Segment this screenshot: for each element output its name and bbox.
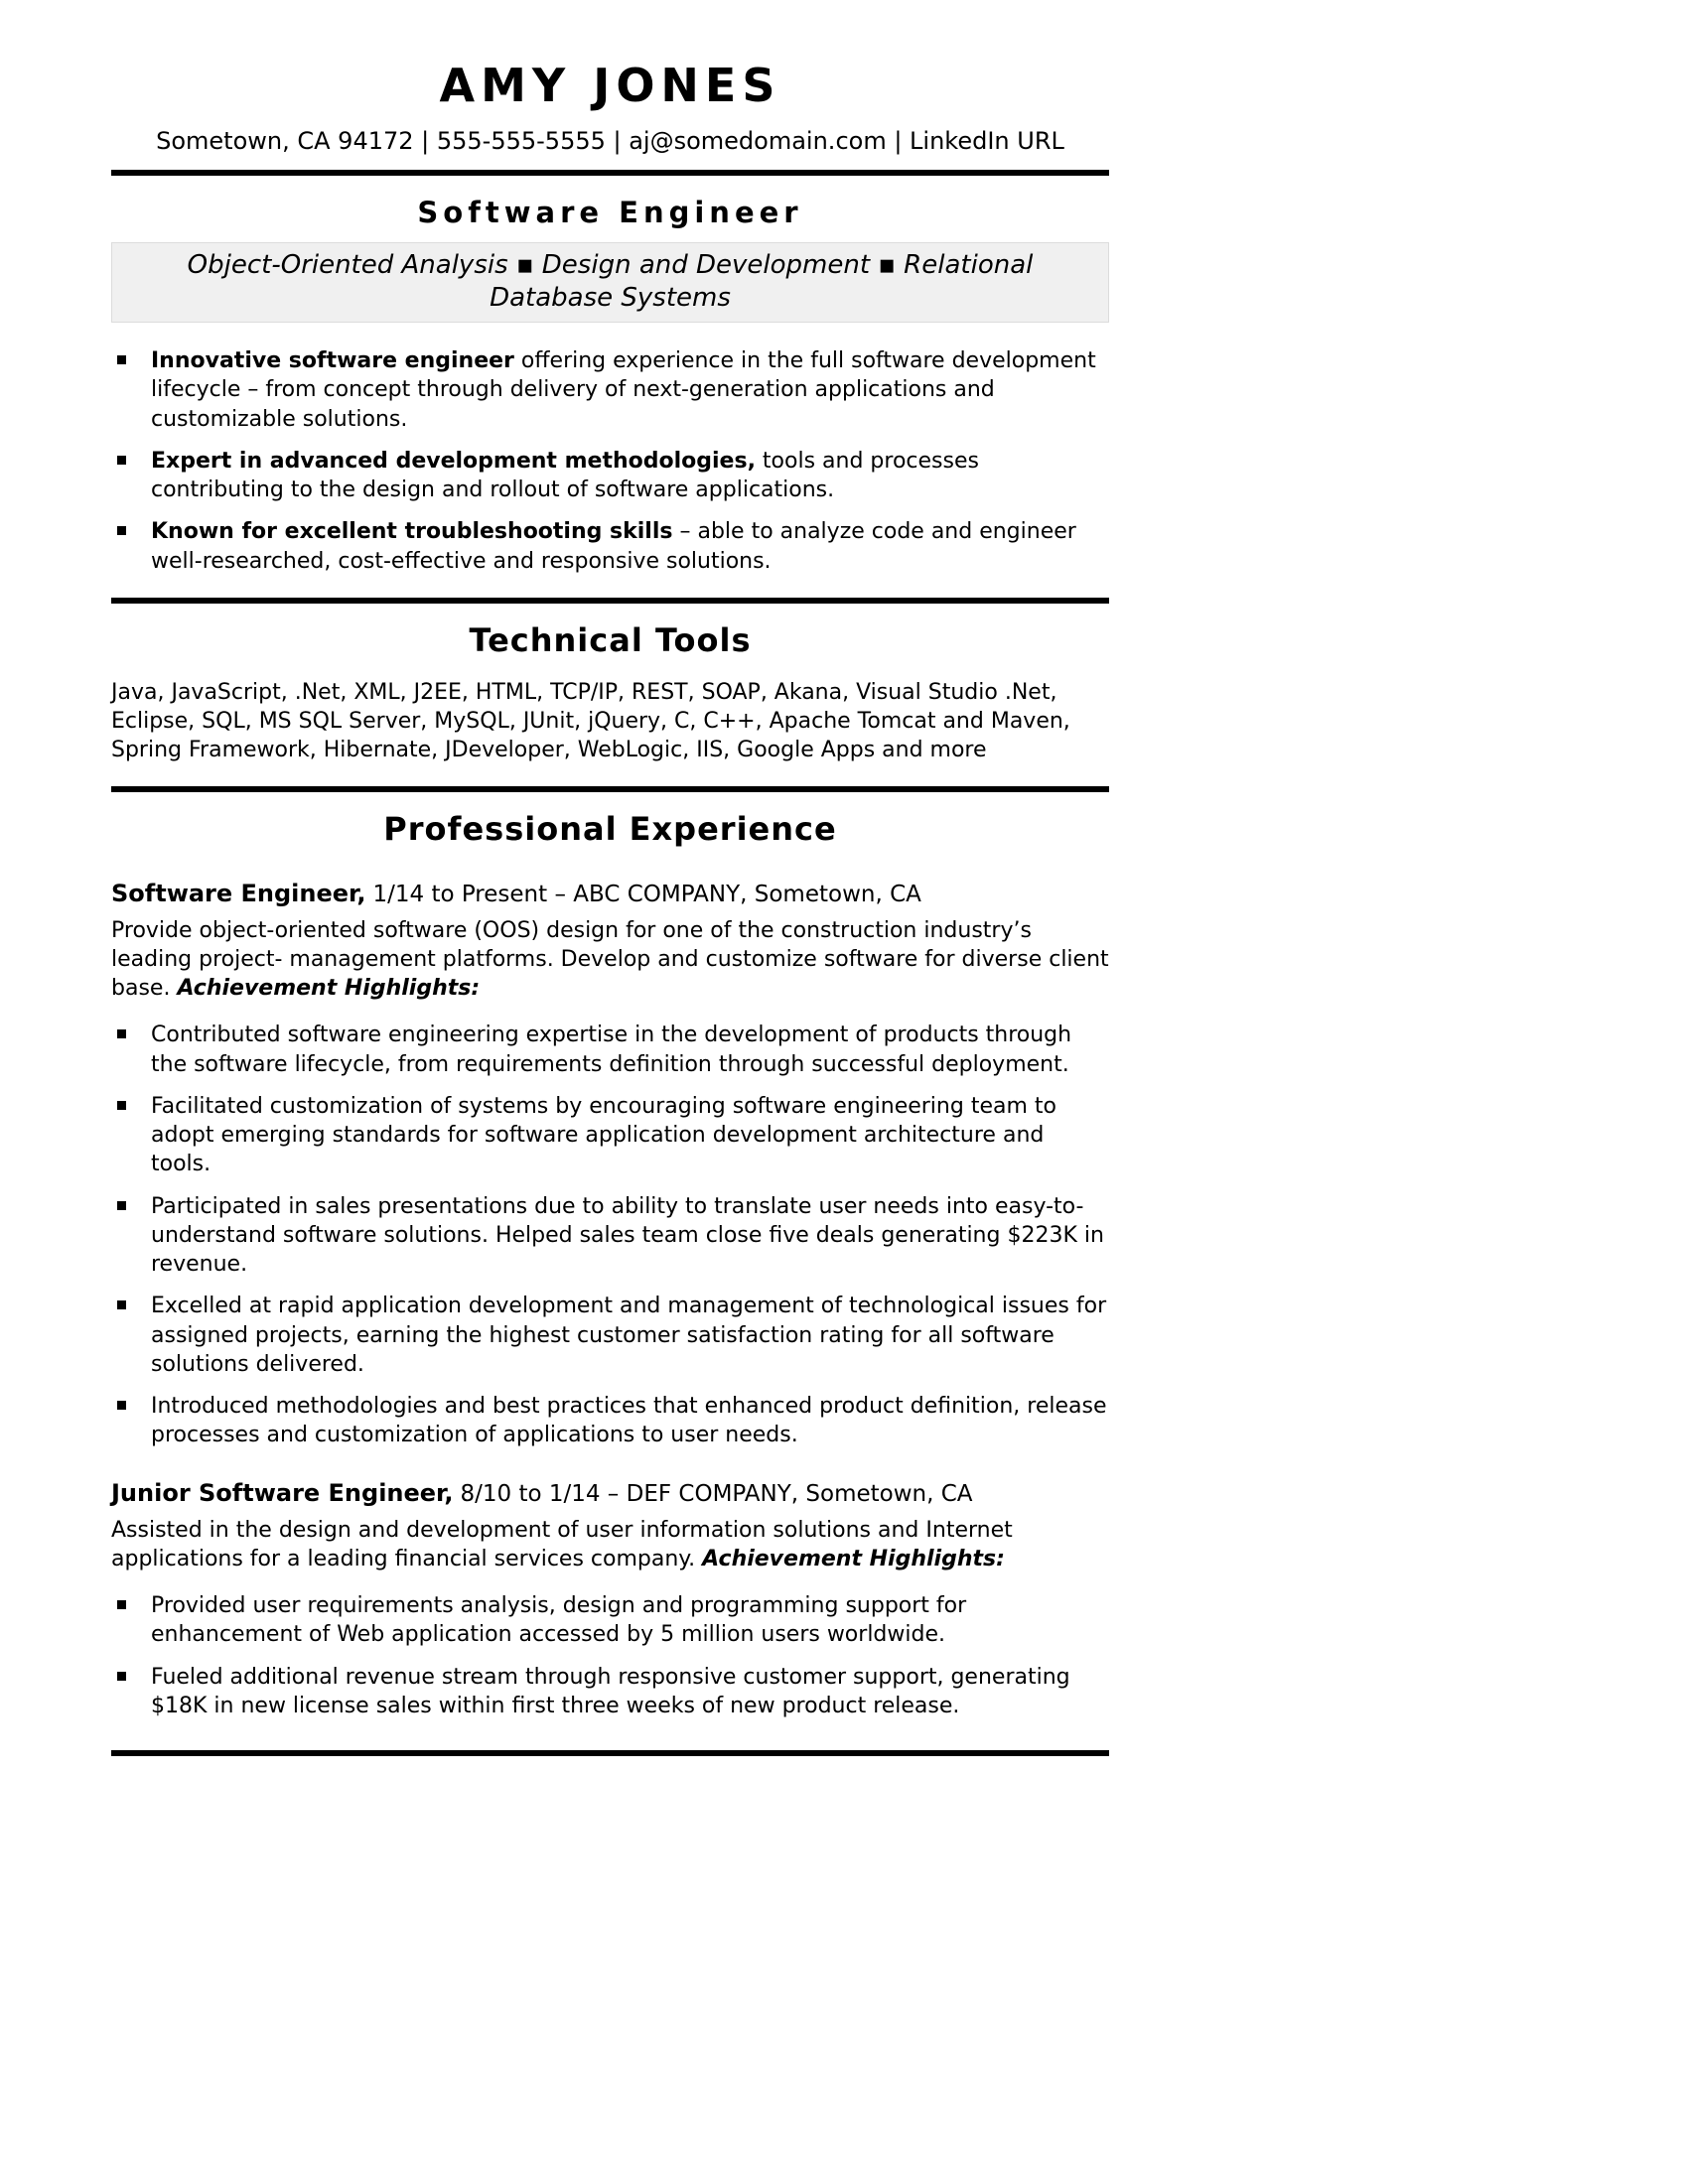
summary-bullet-text (151, 348, 1096, 432)
contact-line: Sometown, CA 94172 | 555-555-5555 | aj@somedomain.com | LinkedIn URL (156, 127, 1064, 156)
summary-bullet-rest: offering experience in the full software development lifecycle – from concept through delivery of next-generation applications and customizable solutions. (151, 348, 1096, 432)
square-bullet-icon (117, 526, 126, 535)
job-entry (111, 1478, 1109, 1720)
experience-bullet-text: Facilitated customization of systems by encouraging software engineering team to adopt emerging standards for software application development architecture and tools. (151, 1093, 1056, 1177)
experience-bullet-text: Provided user requirements analysis, design and programming support for enhancement of Web application accessed by 5 million users worldwide. (151, 1593, 967, 1648)
summary-bullet (111, 346, 1109, 434)
square-bullet-icon (117, 1029, 126, 1038)
job-description (111, 1516, 1109, 1574)
section-heading-professional-experience: Professional Experience (383, 810, 837, 849)
experience-bullet (111, 1192, 1109, 1280)
candidate-name: AMY JONES (439, 59, 781, 112)
job-meta: 8/10 to 1/14 – DEF COMPANY, Sometown, CA (460, 1480, 973, 1507)
experience-bullet (111, 1591, 1109, 1650)
experience-bullet (111, 1092, 1109, 1179)
job-header (111, 1478, 1109, 1510)
resume-page (111, 0, 1109, 1756)
job-meta: 1/14 to Present – ABC COMPANY, Sometown, CA (372, 881, 921, 907)
role-title: Software Engineer (417, 196, 803, 230)
experience-bullet (111, 1021, 1109, 1079)
square-bullet-icon (117, 1101, 126, 1110)
experience-bullet-text: Introduced methodologies and best practices that enhanced product definition, release processes and customization of applications to user needs. (151, 1394, 1107, 1448)
experience-bullet (111, 1292, 1109, 1379)
square-bullet-icon (117, 1401, 126, 1410)
experience-bullet-text: Participated in sales presentations due to ability to translate user needs into easy-to-understand software solutions. Helped sales team close five deals generating $223K in revenue. (151, 1193, 1104, 1278)
section-divider (111, 170, 1109, 176)
experience-bullet-text: Contributed software engineering expertise in the development of products through the software lifecycle, from requirements definition through successful deployment. (151, 1023, 1072, 1077)
summary-bullet-text (151, 449, 979, 502)
summary-bullet-lead: Expert in advanced development methodologies, (151, 448, 756, 474)
job-header (111, 879, 1109, 910)
experience-bullet (111, 1392, 1109, 1450)
square-bullet-icon (117, 1600, 126, 1609)
technical-tools-text: Java, JavaScript, .Net, XML, J2EE, HTML, TCP/IP, REST, SOAP, Akana, Visual Studio .Net, Eclipse, SQL, MS SQL Server, MySQL, JUnit, jQuery, C, C++, Apache Tomcat and Maven, Spring Framework, Hibernate, JDeveloper, WebLogic, IIS, Google Apps and more (111, 679, 1070, 763)
section-heading-technical-tools: Technical Tools (469, 620, 752, 659)
experience-bullet-text: Excelled at rapid application development and management of technological issues for assigned projects, earning the highest customer satisfaction rating for all software solutions delivered. (151, 1294, 1107, 1377)
section-divider (111, 598, 1109, 604)
summary-bullet-text (151, 519, 1076, 573)
job-bullet-list (111, 1591, 1109, 1720)
summary-bullet-rest: tools and processes contributing to the design and rollout of software applications. (151, 448, 979, 503)
experience-bullet-text: Fueled additional revenue stream through responsive customer support, generating $18K in new license sales within first three weeks of new product release. (151, 1664, 1070, 1718)
job-description-text: Assisted in the design and development of user information solutions and Internet applications for a leading financial services company. (111, 1517, 1013, 1571)
skills-banner: Object-Oriented Analysis ▪ Design and Development ▪ Relational Database Systems (111, 242, 1109, 324)
job-bullet-list (111, 1021, 1109, 1449)
summary-bullet (111, 447, 1109, 505)
summary-bullet-lead: Innovative software engineer (151, 348, 514, 374)
job-entry (111, 879, 1109, 1450)
summary-bullet-rest: – able to analyze code and engineer well-researched, cost-effective and responsive solutions. (151, 519, 1076, 574)
summary-bullet (111, 517, 1109, 576)
job-title: Software Engineer, (111, 879, 366, 907)
achievement-highlights-label: Achievement Highlights: (177, 976, 481, 1002)
achievement-highlights-label: Achievement Highlights: (702, 1546, 1005, 1571)
section-divider (111, 1750, 1109, 1756)
square-bullet-icon (117, 1300, 126, 1309)
square-bullet-icon (117, 1201, 126, 1210)
section-divider (111, 786, 1109, 792)
experience-bullet (111, 1663, 1109, 1721)
job-description (111, 916, 1109, 1004)
job-title: Junior Software Engineer, (111, 1478, 454, 1507)
square-bullet-icon (117, 456, 126, 465)
job-description-text: Provide object-oriented software (OOS) design for one of the construction industry’s leading project- management platforms. Develop and customize software for diverse client base. (111, 917, 1109, 1002)
square-bullet-icon (117, 355, 126, 364)
summary-list (111, 346, 1109, 576)
summary-bullet-lead: Known for excellent troubleshooting skills (151, 519, 673, 545)
square-bullet-icon (117, 1672, 126, 1681)
